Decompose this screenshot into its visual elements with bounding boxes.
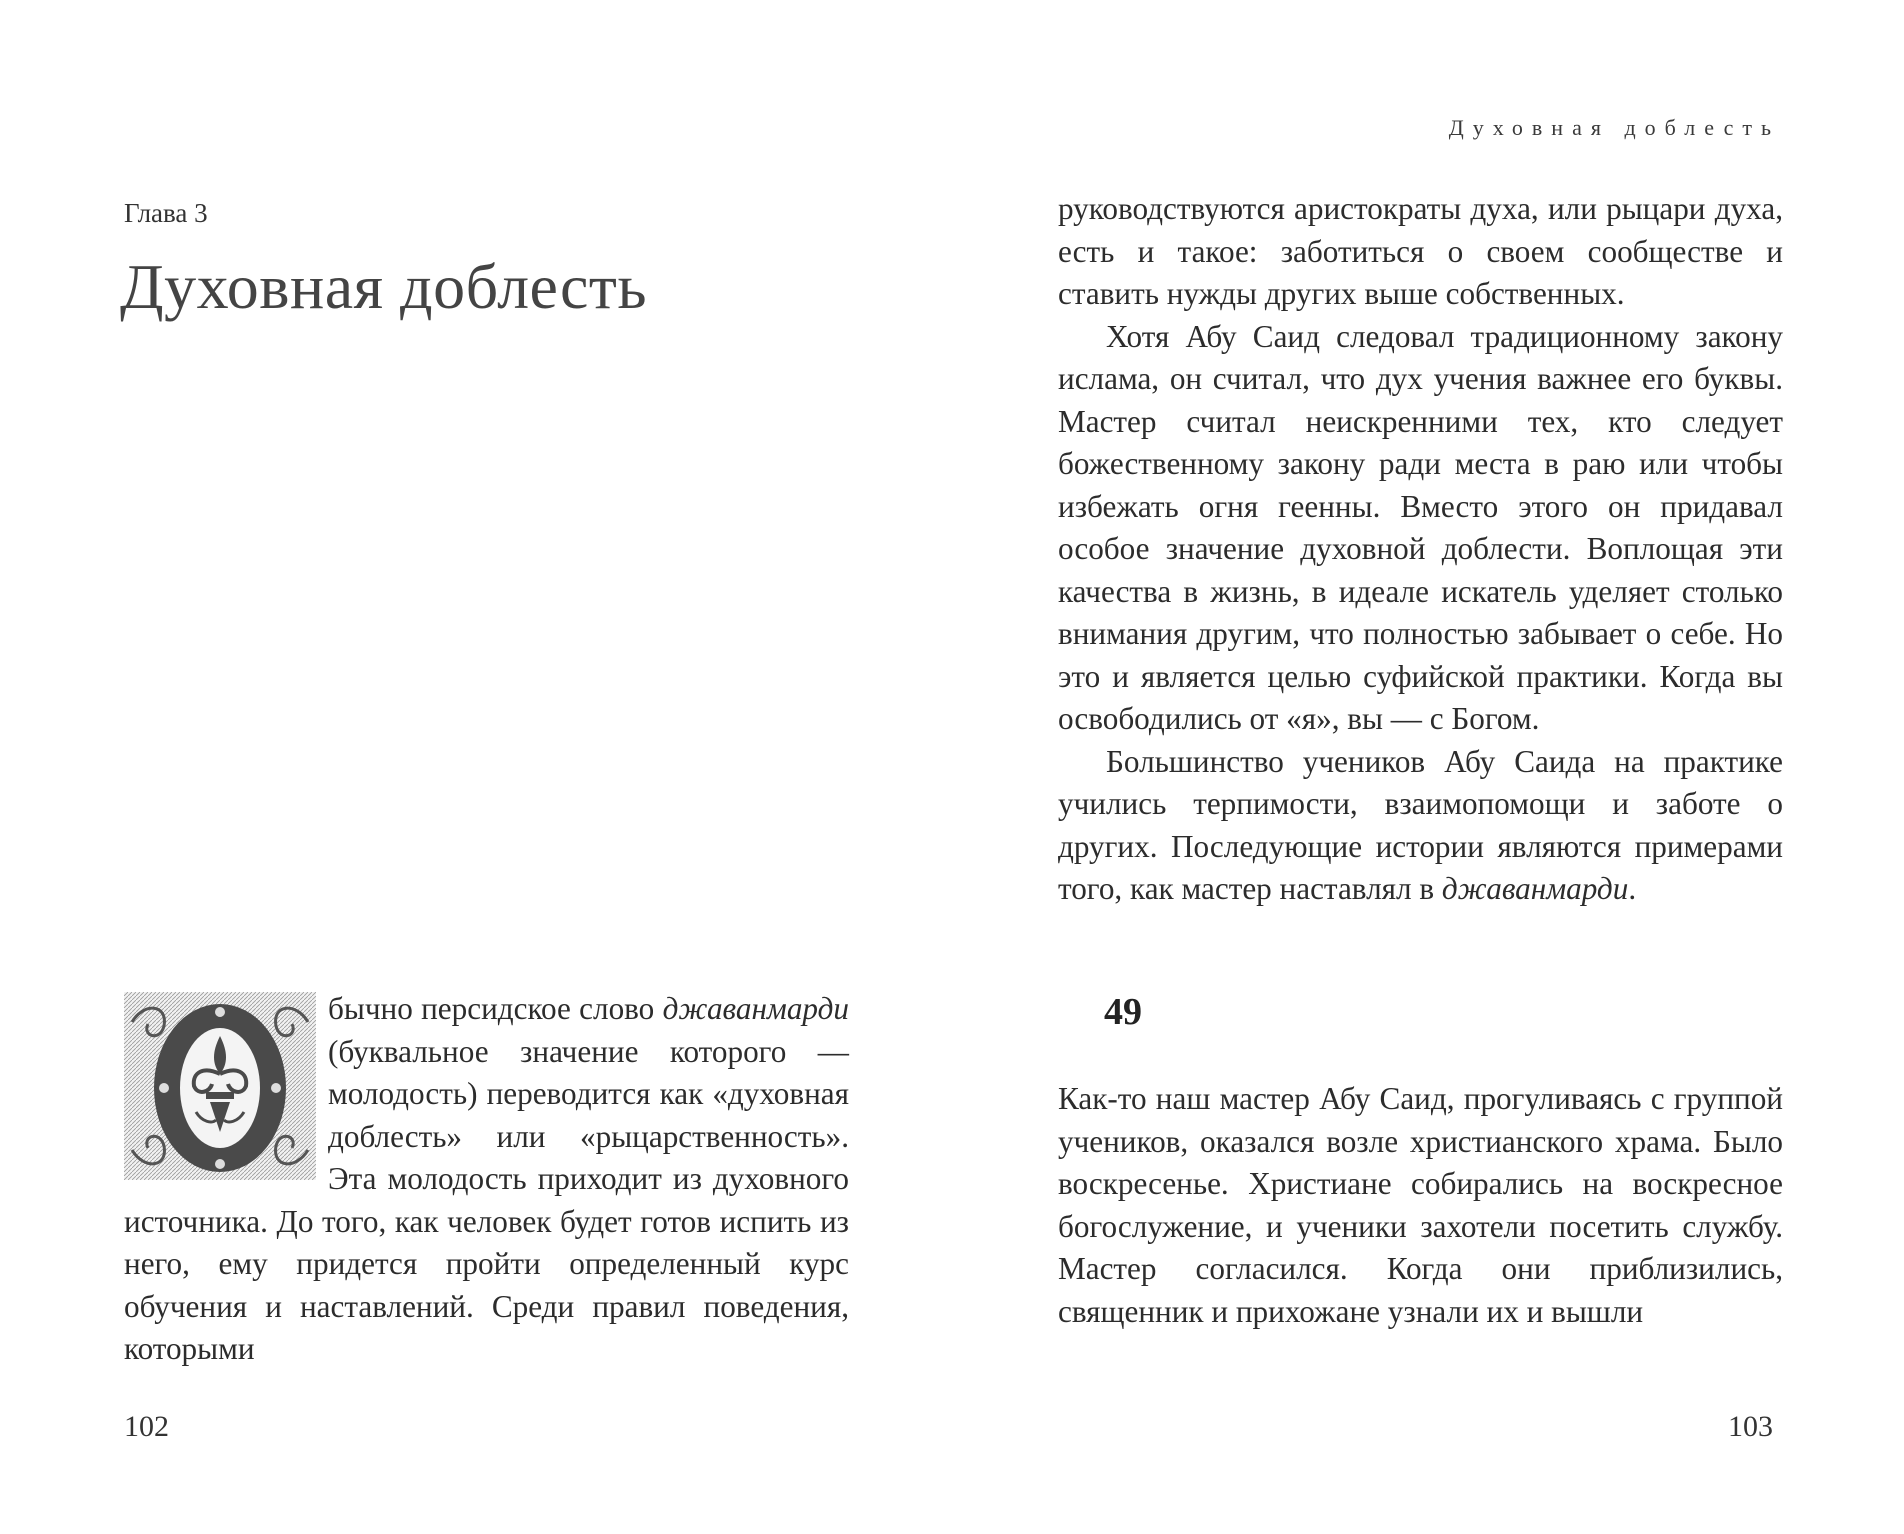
chapter-title: Духовная доблесть (120, 251, 648, 322)
running-head: Духовная доблесть (1448, 115, 1780, 140)
paragraph-text: (буквальное значение которого — молодость) переводится как «духовная доблесть» или «рыцарственность». Эта молодость приходит из духовного источника. До того, как человек будет готов испить из него, ему придется пройти определенный курс обучения и наставлений. Среди правил поведения, которыми (124, 1033, 849, 1366)
paragraph: Как-то наш мастер Абу Саид, прогуливаясь с группой учеников, оказался возле христианского храма. Было воскресенье. Христиане собирались на воскресное богослужение, и ученики захотели посетить службу. Мастер согласился. Когда они приблизились, священник и прихожане узнали их и вышли (1058, 1081, 1783, 1329)
paragraph-text: Большинство учеников Абу Саида на практике учились терпимости, взаимопомощи и заботе о других. Последующие истории являются примерами того, как мастер наставлял в (1058, 743, 1783, 906)
page-number-right: 103 (1728, 1410, 1773, 1443)
paragraph: Хотя Абу Саид следовал традиционному закону ислама, он считал, что дух учения важнее его буквы. Мастер считал неискренними тех, кто следует божественному закону ради места в раю или чтобы избежать огня геенны. Вместо этого он придавал особое значение духовной доблести. Воплощая эти качества в жизнь, в идеале искатель уделяет столько внимания другим, что полностью забывает о себе. Но это и является целью суфийской практики. Когда вы освободились от «я», вы — с Богом. (1058, 318, 1783, 736)
opening-paragraph (124, 988, 849, 1371)
paragraph (1058, 741, 1783, 911)
ornamental-dropcap-icon (124, 992, 316, 1180)
paragraph-continued: руководствуются аристократы духа, или рыцари духа, есть и такое: заботиться о своем сообществе и ставить нужды других выше собственных. (1058, 191, 1783, 311)
paragraph-text: бычно персидское слово (328, 991, 663, 1026)
paragraph-text: . (1628, 871, 1637, 906)
right-page-text (1058, 188, 1783, 911)
chapter-label: Глава 3 (124, 198, 208, 228)
italic-term: джаванмарди (662, 991, 849, 1026)
story-text (1058, 1078, 1783, 1333)
section-number: 49 (1104, 991, 1142, 1033)
italic-term: джаванмарди (1441, 871, 1629, 906)
page-number-left: 102 (124, 1410, 169, 1443)
